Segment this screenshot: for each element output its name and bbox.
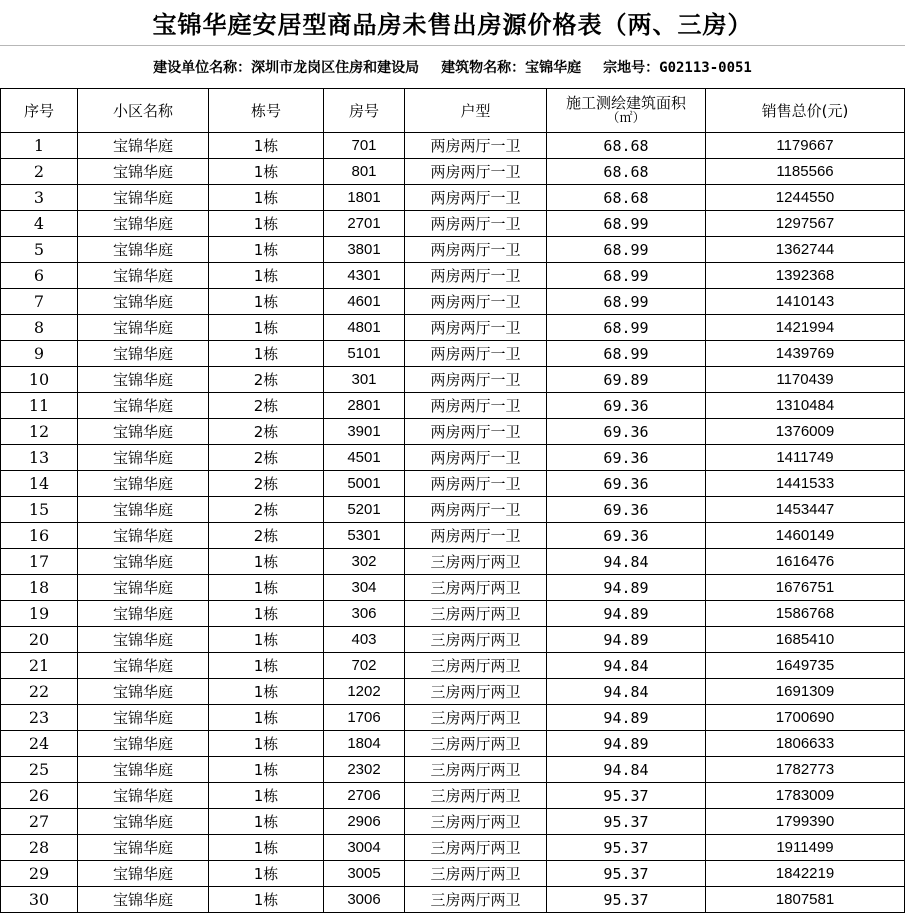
cell-community-name: 宝锦华庭 (78, 757, 209, 783)
table-row (1, 627, 905, 653)
cell-price: 1441533 (706, 471, 905, 497)
table-row (1, 601, 905, 627)
cell-area: 68.99 (547, 289, 706, 315)
cell-area: 94.89 (547, 627, 706, 653)
cell-seq: 7 (1, 289, 78, 315)
cell-area: 68.99 (547, 341, 706, 367)
cell-layout: 三房两厅两卫 (405, 549, 547, 575)
cell-community-name: 宝锦华庭 (78, 315, 209, 341)
cell-price: 1799390 (706, 809, 905, 835)
table-row (1, 705, 905, 731)
cell-community-name: 宝锦华庭 (78, 289, 209, 315)
cell-price: 1782773 (706, 757, 905, 783)
cell-room: 801 (324, 159, 405, 185)
cell-price: 1410143 (706, 289, 905, 315)
cell-building: 1栋 (209, 575, 324, 601)
header-building: 栋号 (209, 89, 324, 133)
cell-area: 69.36 (547, 393, 706, 419)
table-row (1, 497, 905, 523)
cell-area: 95.37 (547, 861, 706, 887)
cell-room: 5001 (324, 471, 405, 497)
header-room: 房号 (324, 89, 405, 133)
cell-price: 1700690 (706, 705, 905, 731)
cell-community-name: 宝锦华庭 (78, 497, 209, 523)
cell-room: 304 (324, 575, 405, 601)
cell-layout: 两房两厅一卫 (405, 289, 547, 315)
cell-layout: 两房两厅一卫 (405, 367, 547, 393)
header-area (547, 89, 706, 133)
cell-layout: 两房两厅一卫 (405, 263, 547, 289)
cell-seq: 15 (1, 497, 78, 523)
cell-price: 1676751 (706, 575, 905, 601)
cell-community-name: 宝锦华庭 (78, 705, 209, 731)
cell-room: 3005 (324, 861, 405, 887)
cell-building: 2栋 (209, 523, 324, 549)
cell-community-name: 宝锦华庭 (78, 653, 209, 679)
cell-seq: 19 (1, 601, 78, 627)
cell-area: 95.37 (547, 835, 706, 861)
cell-layout: 三房两厅两卫 (405, 627, 547, 653)
header-seq: 序号 (1, 89, 78, 133)
header-area-unit: （㎡） (606, 110, 646, 126)
cell-seq: 29 (1, 861, 78, 887)
cell-room: 2302 (324, 757, 405, 783)
cell-price: 1244550 (706, 185, 905, 211)
cell-seq: 18 (1, 575, 78, 601)
table-row (1, 315, 905, 341)
cell-price: 1453447 (706, 497, 905, 523)
cell-room: 2906 (324, 809, 405, 835)
cell-community-name: 宝锦华庭 (78, 887, 209, 913)
cell-room: 301 (324, 367, 405, 393)
table-row (1, 185, 905, 211)
cell-price: 1911499 (706, 835, 905, 861)
cell-price: 1685410 (706, 627, 905, 653)
cell-community-name: 宝锦华庭 (78, 419, 209, 445)
cell-layout: 三房两厅两卫 (405, 731, 547, 757)
cell-building: 2栋 (209, 445, 324, 471)
cell-layout: 三房两厅两卫 (405, 835, 547, 861)
cell-seq: 8 (1, 315, 78, 341)
cell-building: 1栋 (209, 783, 324, 809)
cell-community-name: 宝锦华庭 (78, 575, 209, 601)
table-row (1, 887, 905, 913)
cell-price: 1310484 (706, 393, 905, 419)
cell-building: 1栋 (209, 679, 324, 705)
cell-community-name: 宝锦华庭 (78, 185, 209, 211)
cell-building: 2栋 (209, 471, 324, 497)
cell-seq: 30 (1, 887, 78, 913)
cell-price: 1586768 (706, 601, 905, 627)
table-row (1, 471, 905, 497)
cell-layout: 两房两厅一卫 (405, 185, 547, 211)
project-info (0, 46, 905, 87)
table-row (1, 445, 905, 471)
cell-layout: 两房两厅一卫 (405, 497, 547, 523)
table-row (1, 523, 905, 549)
cell-seq: 20 (1, 627, 78, 653)
header-price: 销售总价(元) (706, 89, 905, 133)
cell-building: 2栋 (209, 419, 324, 445)
cell-seq: 2 (1, 159, 78, 185)
cell-building: 2栋 (209, 367, 324, 393)
cell-community-name: 宝锦华庭 (78, 211, 209, 237)
cell-area: 95.37 (547, 887, 706, 913)
cell-price: 1616476 (706, 549, 905, 575)
cell-layout: 三房两厅两卫 (405, 809, 547, 835)
cell-layout: 两房两厅一卫 (405, 523, 547, 549)
cell-seq: 3 (1, 185, 78, 211)
cell-seq: 17 (1, 549, 78, 575)
header-area-label: 施工测绘建筑面积 (565, 93, 686, 112)
cell-layout: 两房两厅一卫 (405, 211, 547, 237)
table-row (1, 653, 905, 679)
cell-community-name: 宝锦华庭 (78, 237, 209, 263)
cell-seq: 28 (1, 835, 78, 861)
cell-area: 68.99 (547, 263, 706, 289)
cell-building: 1栋 (209, 887, 324, 913)
cell-area: 94.89 (547, 705, 706, 731)
cell-layout: 两房两厅一卫 (405, 471, 547, 497)
cell-community-name: 宝锦华庭 (78, 367, 209, 393)
cell-layout: 三房两厅两卫 (405, 679, 547, 705)
table-row (1, 757, 905, 783)
cell-community-name: 宝锦华庭 (78, 159, 209, 185)
cell-building: 1栋 (209, 263, 324, 289)
cell-building: 1栋 (209, 731, 324, 757)
cell-seq: 10 (1, 367, 78, 393)
cell-building: 1栋 (209, 809, 324, 835)
table-row (1, 809, 905, 835)
cell-community-name: 宝锦华庭 (78, 627, 209, 653)
cell-community-name: 宝锦华庭 (78, 393, 209, 419)
cell-area: 94.89 (547, 601, 706, 627)
cell-layout: 两房两厅一卫 (405, 237, 547, 263)
cell-area: 69.89 (547, 367, 706, 393)
cell-price: 1185566 (706, 159, 905, 185)
cell-building: 1栋 (209, 601, 324, 627)
cell-room: 1804 (324, 731, 405, 757)
cell-price: 1392368 (706, 263, 905, 289)
cell-area: 95.37 (547, 783, 706, 809)
cell-layout: 两房两厅一卫 (405, 159, 547, 185)
cell-seq: 1 (1, 133, 78, 159)
table-row (1, 549, 905, 575)
cell-seq: 16 (1, 523, 78, 549)
cell-area: 68.68 (547, 185, 706, 211)
cell-layout: 三房两厅两卫 (405, 705, 547, 731)
cell-price: 1807581 (706, 887, 905, 913)
cell-building: 1栋 (209, 315, 324, 341)
cell-building: 1栋 (209, 835, 324, 861)
cell-seq: 25 (1, 757, 78, 783)
cell-area: 69.36 (547, 497, 706, 523)
cell-layout: 三房两厅两卫 (405, 783, 547, 809)
cell-seq: 13 (1, 445, 78, 471)
cell-room: 403 (324, 627, 405, 653)
cell-area: 68.99 (547, 237, 706, 263)
cell-price: 1179667 (706, 133, 905, 159)
table-row (1, 393, 905, 419)
cell-layout: 三房两厅两卫 (405, 575, 547, 601)
cell-room: 5101 (324, 341, 405, 367)
cell-room: 5301 (324, 523, 405, 549)
cell-seq: 9 (1, 341, 78, 367)
cell-layout: 两房两厅一卫 (405, 133, 547, 159)
table-row (1, 367, 905, 393)
cell-community-name: 宝锦华庭 (78, 445, 209, 471)
header-layout: 户型 (405, 89, 547, 133)
cell-community-name: 宝锦华庭 (78, 679, 209, 705)
cell-area: 94.89 (547, 575, 706, 601)
cell-building: 1栋 (209, 627, 324, 653)
cell-room: 701 (324, 133, 405, 159)
cell-room: 1202 (324, 679, 405, 705)
cell-area: 94.84 (547, 679, 706, 705)
cell-area: 68.99 (547, 211, 706, 237)
cell-price: 1460149 (706, 523, 905, 549)
cell-seq: 23 (1, 705, 78, 731)
header-row (1, 89, 905, 133)
building-info: 建筑物名称：宝锦华庭 (441, 59, 582, 76)
cell-layout: 两房两厅一卫 (405, 315, 547, 341)
cell-room: 3901 (324, 419, 405, 445)
cell-room: 1801 (324, 185, 405, 211)
table-row (1, 679, 905, 705)
cell-area: 94.84 (547, 549, 706, 575)
cell-price: 1649735 (706, 653, 905, 679)
cell-room: 702 (324, 653, 405, 679)
cell-seq: 11 (1, 393, 78, 419)
cell-seq: 24 (1, 731, 78, 757)
table-row (1, 133, 905, 159)
cell-community-name: 宝锦华庭 (78, 263, 209, 289)
cell-building: 1栋 (209, 237, 324, 263)
cell-area: 68.99 (547, 315, 706, 341)
table-row (1, 835, 905, 861)
cell-price: 1297567 (706, 211, 905, 237)
cell-price: 1783009 (706, 783, 905, 809)
table-row (1, 237, 905, 263)
cell-community-name: 宝锦华庭 (78, 835, 209, 861)
cell-area: 94.89 (547, 731, 706, 757)
cell-community-name: 宝锦华庭 (78, 601, 209, 627)
cell-price: 1842219 (706, 861, 905, 887)
cell-price: 1411749 (706, 445, 905, 471)
cell-community-name: 宝锦华庭 (78, 341, 209, 367)
cell-community-name: 宝锦华庭 (78, 731, 209, 757)
table-row (1, 263, 905, 289)
cell-seq: 4 (1, 211, 78, 237)
page-title: 宝锦华庭安居型商品房未售出房源价格表（两、三房） (0, 0, 905, 46)
table-row (1, 341, 905, 367)
cell-building: 1栋 (209, 705, 324, 731)
cell-price: 1439769 (706, 341, 905, 367)
cell-layout: 两房两厅一卫 (405, 393, 547, 419)
cell-building: 1栋 (209, 549, 324, 575)
cell-community-name: 宝锦华庭 (78, 471, 209, 497)
cell-building: 2栋 (209, 393, 324, 419)
price-table (0, 88, 905, 913)
cell-building: 1栋 (209, 289, 324, 315)
cell-building: 1栋 (209, 185, 324, 211)
cell-room: 4501 (324, 445, 405, 471)
cell-building: 1栋 (209, 159, 324, 185)
cell-community-name: 宝锦华庭 (78, 549, 209, 575)
cell-room: 4301 (324, 263, 405, 289)
table-row (1, 861, 905, 887)
cell-layout: 三房两厅两卫 (405, 757, 547, 783)
cell-area: 69.36 (547, 445, 706, 471)
parcel-info: 宗地号：G02113-0051 (603, 59, 752, 76)
cell-layout: 三房两厅两卫 (405, 861, 547, 887)
cell-area: 69.36 (547, 523, 706, 549)
cell-area: 69.36 (547, 419, 706, 445)
cell-layout: 两房两厅一卫 (405, 445, 547, 471)
table-row (1, 731, 905, 757)
cell-price: 1170439 (706, 367, 905, 393)
cell-room: 4801 (324, 315, 405, 341)
cell-building: 1栋 (209, 211, 324, 237)
cell-seq: 22 (1, 679, 78, 705)
table-row (1, 211, 905, 237)
cell-layout: 两房两厅一卫 (405, 341, 547, 367)
cell-room: 2801 (324, 393, 405, 419)
cell-building: 2栋 (209, 497, 324, 523)
cell-area: 68.68 (547, 133, 706, 159)
cell-layout: 三房两厅两卫 (405, 653, 547, 679)
table-row (1, 419, 905, 445)
cell-community-name: 宝锦华庭 (78, 523, 209, 549)
cell-seq: 21 (1, 653, 78, 679)
cell-area: 68.68 (547, 159, 706, 185)
cell-price: 1691309 (706, 679, 905, 705)
cell-room: 3801 (324, 237, 405, 263)
cell-seq: 27 (1, 809, 78, 835)
cell-room: 3006 (324, 887, 405, 913)
cell-area: 95.37 (547, 809, 706, 835)
cell-price: 1421994 (706, 315, 905, 341)
cell-community-name: 宝锦华庭 (78, 861, 209, 887)
cell-building: 1栋 (209, 341, 324, 367)
cell-room: 1706 (324, 705, 405, 731)
cell-community-name: 宝锦华庭 (78, 133, 209, 159)
cell-price: 1806633 (706, 731, 905, 757)
developer-info: 建设单位名称：深圳市龙岗区住房和建设局 (153, 59, 420, 76)
table-row (1, 783, 905, 809)
cell-community-name: 宝锦华庭 (78, 783, 209, 809)
cell-room: 3004 (324, 835, 405, 861)
cell-seq: 6 (1, 263, 78, 289)
cell-seq: 14 (1, 471, 78, 497)
cell-area: 69.36 (547, 471, 706, 497)
cell-building: 1栋 (209, 133, 324, 159)
cell-layout: 两房两厅一卫 (405, 419, 547, 445)
cell-room: 4601 (324, 289, 405, 315)
cell-seq: 5 (1, 237, 78, 263)
cell-building: 1栋 (209, 861, 324, 887)
table-row (1, 289, 905, 315)
cell-building: 1栋 (209, 653, 324, 679)
cell-room: 302 (324, 549, 405, 575)
cell-room: 2706 (324, 783, 405, 809)
cell-price: 1376009 (706, 419, 905, 445)
cell-seq: 26 (1, 783, 78, 809)
cell-community-name: 宝锦华庭 (78, 809, 209, 835)
cell-price: 1362744 (706, 237, 905, 263)
cell-area: 94.84 (547, 757, 706, 783)
table-row (1, 575, 905, 601)
cell-building: 1栋 (209, 757, 324, 783)
cell-layout: 三房两厅两卫 (405, 601, 547, 627)
cell-room: 306 (324, 601, 405, 627)
header-community-name: 小区名称 (78, 89, 209, 133)
cell-room: 5201 (324, 497, 405, 523)
cell-layout: 三房两厅两卫 (405, 887, 547, 913)
cell-seq: 12 (1, 419, 78, 445)
cell-area: 94.84 (547, 653, 706, 679)
cell-room: 2701 (324, 211, 405, 237)
table-row (1, 159, 905, 185)
